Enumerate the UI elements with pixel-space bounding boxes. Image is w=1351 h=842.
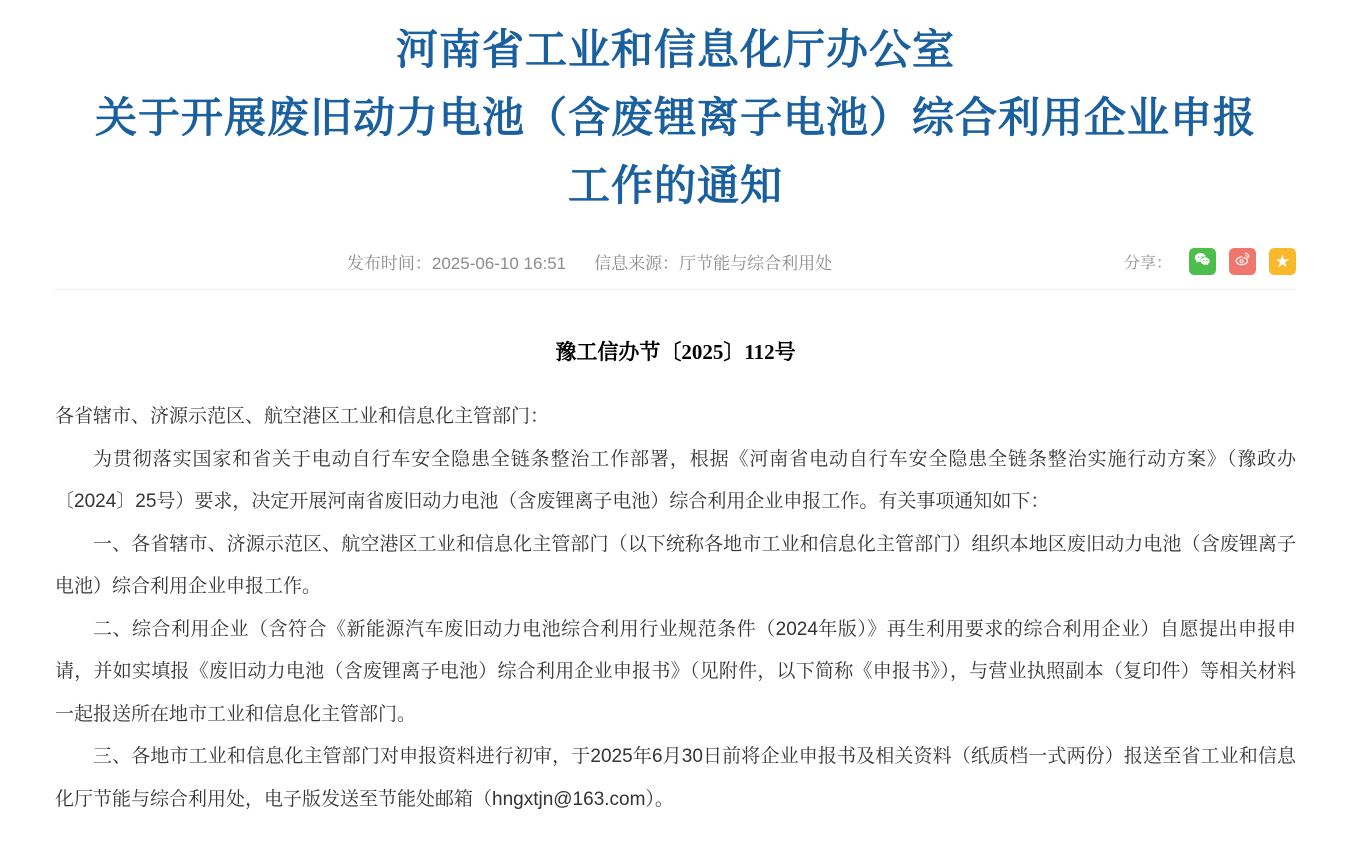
article-title-line-1: 河南省工业和信息化厅办公室 (395, 26, 955, 73)
body-paragraph: 三、各地市工业和信息化主管部门对申报资料进行初审，于2025年6月30日前将企业申报书及相关资料（纸质档一式两份）报送至省工业和信息化厅节能与综合利用处，电子版发送至节能处邮箱（hngxtjn@163.com）。 (55, 746, 1296, 810)
body-paragraph: 二、综合利用企业（含符合《新能源汽车废旧动力电池综合利用行业规范条件（2024年版）》再生利用要求的综合利用企业）自愿提出申报申请，并如实填报《废旧动力电池（含废锂离子电池）综合利用企业申报书》（见附件，以下简称《申报书》），与营业执照副本（复印件）等相关材料一起报送所在地市工业和信息化主管部门。 (55, 618, 1296, 725)
publish-time-label: 发布时间： (346, 254, 432, 273)
share-favorite-button[interactable] (1269, 248, 1296, 275)
info-source (594, 249, 832, 274)
meta-bar (55, 248, 1296, 290)
share-label: 分享： (1123, 255, 1172, 272)
info-source-label: 信息来源： (594, 254, 680, 273)
body-paragraph: 为贯彻落实国家和省关于电动自行车安全隐患全链条整治工作部署，根据《河南省电动自行车安全隐患全链条整治实施行动方案》（豫政办〔2024〕25号）要求，决定开展河南省废旧动力电池（含废锂离子电池）综合利用企业申报工作。有关事项通知如下： (55, 448, 1296, 512)
body-paragraph: 各省辖市、济源示范区、航空港区工业和信息化主管部门： (55, 406, 550, 427)
star-icon: ★ (1274, 252, 1291, 271)
info-source-value: 厅节能与综合利用处 (679, 254, 833, 273)
publish-time-value: 2025-06-10 16:51 (431, 254, 567, 273)
article-title-line-2: 关于开展废旧动力电池（含废锂离子电池）综合利用企业申报 (94, 94, 1256, 141)
article-title (0, 0, 1351, 220)
weibo-icon (1233, 250, 1252, 274)
share-group (1124, 248, 1296, 275)
article-body (55, 396, 1296, 821)
meta-info (55, 249, 1124, 274)
body-paragraph: 一、各省辖市、济源示范区、航空港区工业和信息化主管部门（以下统称各地市工业和信息化主管部门）组织本地区废旧动力电池（含废锂离子电池）综合利用企业申报工作。 (55, 533, 1296, 597)
document-number: 豫工信办节〔2025〕112号 (555, 340, 796, 364)
wechat-icon (1193, 250, 1212, 274)
publish-time (347, 249, 566, 274)
share-wechat-button[interactable] (1189, 248, 1216, 275)
article-title-line-3: 工作的通知 (567, 162, 783, 209)
share-weibo-button[interactable] (1229, 248, 1256, 275)
